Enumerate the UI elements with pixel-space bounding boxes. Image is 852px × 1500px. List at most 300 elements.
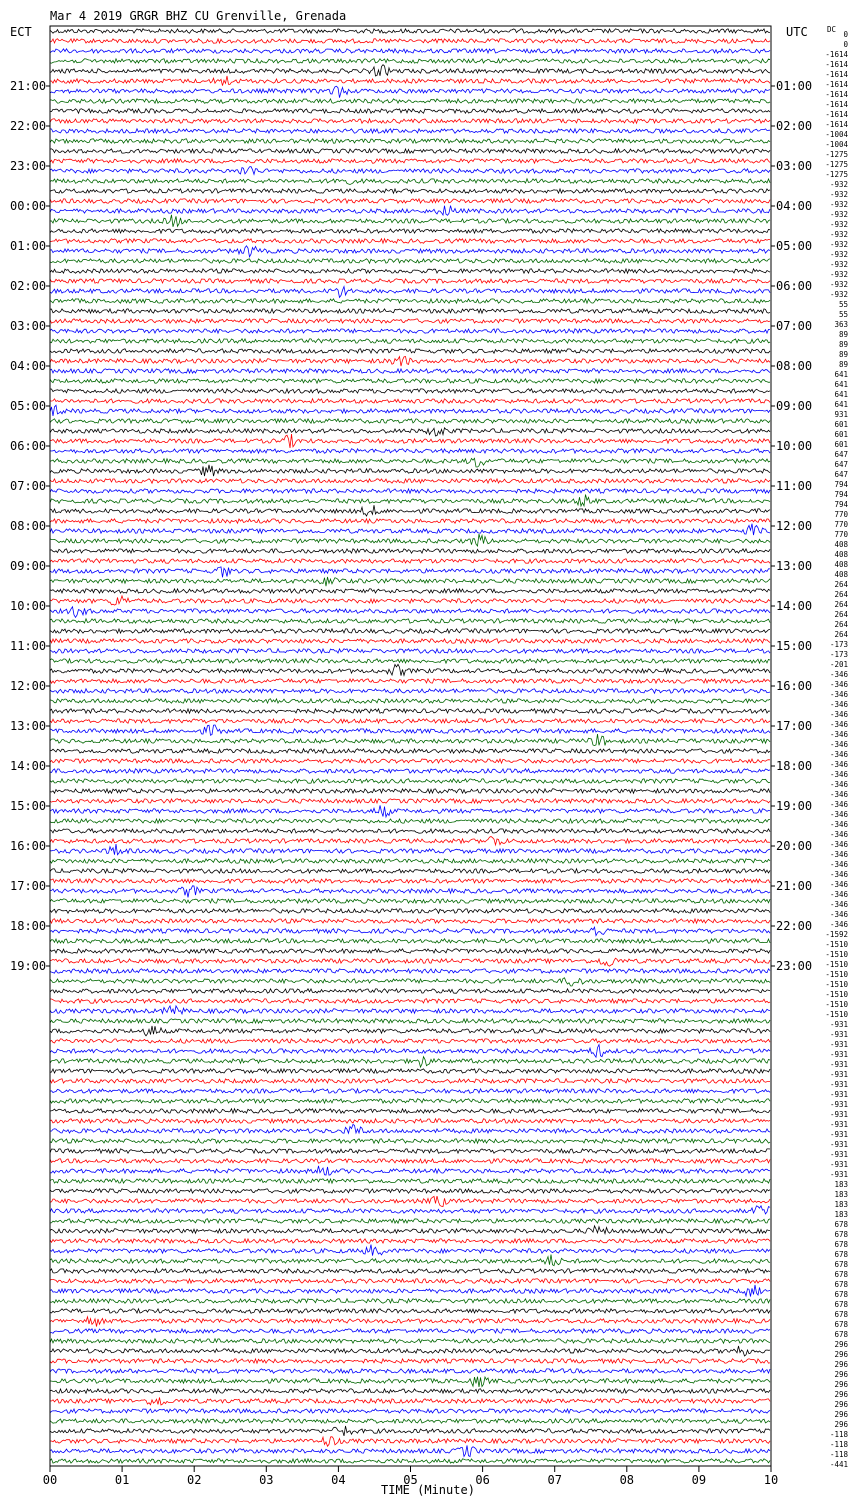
dc-offset-label: -1510: [825, 990, 848, 999]
dc-offset-label: -1275: [825, 160, 848, 169]
dc-offset-label: -1510: [825, 950, 848, 959]
seismic-trace: [50, 29, 770, 33]
seismic-trace: [50, 49, 770, 53]
x-tick-label: 10: [763, 1473, 779, 1487]
dc-offset-label: 183: [834, 1210, 848, 1219]
dc-offset-label: -1510: [825, 1010, 848, 1019]
seismic-trace: [50, 769, 770, 773]
seismic-trace: [50, 215, 770, 227]
seismic-trace: [50, 39, 770, 43]
dc-offset-label: 264: [834, 630, 848, 639]
seismic-trace: [50, 886, 770, 898]
dc-offset-label: -346: [829, 870, 848, 879]
left-hour-label: 18:00: [10, 919, 47, 933]
dc-offset-label: -1614: [825, 50, 848, 59]
seismic-trace: [50, 379, 770, 383]
right-hour-label: 23:00: [776, 959, 813, 973]
seismic-trace: [50, 1026, 770, 1036]
seismic-trace: [50, 1419, 770, 1423]
seismic-trace: [50, 1437, 770, 1447]
right-hour-label: 22:00: [776, 919, 813, 933]
seismic-trace: [50, 449, 770, 453]
seismic-trace: [50, 1099, 770, 1103]
seismic-trace: [50, 829, 770, 833]
dc-offset-label: -1614: [825, 100, 848, 109]
left-hour-label: 06:00: [10, 439, 47, 453]
seismic-trace: [50, 607, 770, 618]
seismic-trace: [50, 1245, 770, 1256]
right-hour-label: 08:00: [776, 359, 813, 373]
right-hour-label: 12:00: [776, 519, 813, 533]
right-hour-label: 19:00: [776, 799, 813, 813]
dc-offset-label: -346: [829, 680, 848, 689]
dc-offset-label: 931: [834, 410, 848, 419]
seismic-trace: [50, 859, 770, 863]
seismic-trace: [50, 1269, 770, 1273]
seismic-trace: [50, 1285, 770, 1297]
seismic-trace: [50, 799, 770, 803]
dc-offset-label: 264: [834, 600, 848, 609]
seismic-trace: [50, 1139, 770, 1143]
seismic-trace: [50, 719, 770, 723]
dc-offset-label: -346: [829, 920, 848, 929]
dc-offset-label: 794: [834, 490, 848, 499]
dc-offset-label: -346: [829, 750, 848, 759]
seismic-trace: [50, 1045, 770, 1058]
dc-offset-label: 264: [834, 620, 848, 629]
right-hour-label: 17:00: [776, 719, 813, 733]
left-hour-label: 07:00: [10, 479, 47, 493]
seismic-trace: [50, 919, 770, 923]
dc-offset-label: -932: [829, 260, 848, 269]
left-hour-label: 05:00: [10, 399, 47, 413]
seismic-trace: [50, 659, 770, 663]
dc-offset-label: -346: [829, 900, 848, 909]
dc-offset-label: -346: [829, 720, 848, 729]
dc-offset-label: -346: [829, 830, 848, 839]
x-tick-label: 05: [403, 1473, 418, 1487]
dc-offset-label: 55: [838, 300, 848, 309]
dc-offset-label: -346: [829, 730, 848, 739]
chart-title: Mar 4 2019 GRGR BHZ CU Grenville, Grenada: [50, 9, 347, 23]
seismic-trace: [50, 199, 770, 203]
dc-offset-label: -346: [829, 860, 848, 869]
dc-offset-label: 678: [834, 1250, 848, 1259]
seismic-trace: [50, 159, 770, 163]
seismic-trace: [50, 357, 770, 367]
seismic-trace: [50, 725, 770, 735]
seismic-trace: [50, 65, 770, 76]
seismic-trace: [50, 567, 770, 577]
dc-offset-label: 641: [834, 400, 848, 409]
x-tick-label: 01: [114, 1473, 130, 1487]
dc-offset-label: 183: [834, 1190, 848, 1199]
x-tick-label: 00: [42, 1473, 58, 1487]
dc-offset-label: 264: [834, 590, 848, 599]
dc-offset-label: 264: [834, 580, 848, 589]
dc-offset-label: 678: [834, 1260, 848, 1269]
seismic-trace: [50, 899, 770, 903]
dc-offset-label: 0: [843, 40, 848, 49]
right-hour-label: 15:00: [776, 639, 813, 653]
seismic-trace: [50, 479, 770, 483]
left-hour-label: 00:00: [10, 199, 47, 213]
seismic-trace: [50, 149, 770, 153]
seismic-trace: [50, 524, 770, 535]
dc-offset-label: -1614: [825, 110, 848, 119]
seismic-trace: [50, 639, 770, 643]
seismic-trace: [50, 1079, 770, 1083]
dc-offset-label: 678: [834, 1310, 848, 1319]
x-tick-label: 06: [475, 1473, 490, 1487]
seismic-trace: [50, 458, 770, 467]
dc-offset-label: 678: [834, 1300, 848, 1309]
right-hour-label: 14:00: [776, 599, 813, 613]
dc-offset-label: 678: [834, 1220, 848, 1229]
dc-offset-label: 408: [834, 540, 848, 549]
right-hour-label: 16:00: [776, 679, 813, 693]
seismic-trace: [50, 1019, 770, 1023]
dc-offset-label: 296: [834, 1360, 848, 1369]
seismic-trace: [50, 837, 770, 845]
seismic-trace: [50, 619, 770, 623]
dc-offset-label: -346: [829, 910, 848, 919]
dc-offset-label: -931: [829, 1090, 848, 1099]
seismic-trace: [50, 679, 770, 683]
dc-offset-label: 678: [834, 1270, 848, 1279]
dc-offset-label: 264: [834, 610, 848, 619]
right-hour-labels: [771, 79, 812, 973]
seismic-trace: [50, 206, 770, 216]
dc-offset-label: 647: [834, 460, 848, 469]
dc-offset-label: 183: [834, 1200, 848, 1209]
seismic-trace: [50, 1239, 770, 1243]
dc-offset-label: 0: [843, 30, 848, 39]
seismic-trace: [50, 789, 770, 793]
dc-offset-label: 89: [838, 360, 848, 369]
dc-offset-label: 678: [834, 1280, 848, 1289]
seismic-trace: [50, 1125, 770, 1134]
dc-offset-label: 641: [834, 370, 848, 379]
dc-offset-label: -931: [829, 1170, 848, 1179]
dc-offset-label: -1614: [825, 80, 848, 89]
dc-offset-label: 296: [834, 1400, 848, 1409]
seismic-trace: [50, 1109, 770, 1113]
right-hour-label: 06:00: [776, 279, 813, 293]
dc-offset-label: -932: [829, 280, 848, 289]
left-hour-label: 04:00: [10, 359, 47, 373]
dc-offset-label: 770: [834, 520, 848, 529]
seismic-trace: [50, 577, 770, 586]
seismic-trace: [50, 1409, 770, 1413]
dc-offset-label: -346: [829, 890, 848, 899]
dc-offset-label: -931: [829, 1110, 848, 1119]
seismic-trace: [50, 309, 770, 313]
dc-offset-label: -1510: [825, 940, 848, 949]
dc-offset-label: -932: [829, 250, 848, 259]
seismic-trace: [50, 664, 770, 675]
seismic-trace: [50, 1459, 770, 1463]
seismic-trace: [50, 1196, 770, 1206]
dc-offset-label: 601: [834, 430, 848, 439]
seismic-trace: [50, 1299, 770, 1303]
dc-offset-label: -1614: [825, 70, 848, 79]
seismic-trace: [50, 179, 770, 185]
right-hour-label: 02:00: [776, 119, 813, 133]
seismic-trace: [50, 819, 770, 823]
seismic-trace: [50, 999, 770, 1003]
dc-offset-label: 647: [834, 470, 848, 479]
dc-offset-label: -346: [829, 820, 848, 829]
seismic-trace: [50, 269, 770, 273]
seismic-trace: [50, 1329, 770, 1333]
dc-offset-label: -932: [829, 220, 848, 229]
right-hour-label: 05:00: [776, 239, 813, 253]
seismic-trace: [50, 505, 770, 516]
dc-offset-label: -931: [829, 1120, 848, 1129]
seismic-trace: [50, 909, 770, 913]
seismic-trace: [50, 1346, 770, 1356]
seismic-trace: [50, 434, 770, 448]
seismic-trace: [50, 1179, 770, 1183]
right-hour-label: 20:00: [776, 839, 813, 853]
dc-offset-label: 296: [834, 1410, 848, 1419]
dc-offset-label: -346: [829, 700, 848, 709]
seismic-trace: [50, 927, 770, 935]
left-hour-label: 21:00: [10, 79, 47, 93]
seismic-trace: [50, 589, 770, 593]
dc-offset-label: -118: [829, 1440, 848, 1449]
seismic-trace: [50, 489, 770, 493]
dc-offset-label: -931: [829, 1070, 848, 1079]
seismic-trace: [50, 549, 770, 553]
dc-offset-label: 296: [834, 1420, 848, 1429]
seismic-trace: [50, 1089, 770, 1093]
seismic-trace: [50, 699, 770, 703]
seismic-trace: [50, 76, 770, 86]
seismic-trace: [50, 246, 770, 257]
seismic-trace: [50, 59, 770, 63]
seismic-trace: [50, 649, 770, 653]
x-tick-label: 09: [691, 1473, 707, 1487]
right-hour-label: 11:00: [776, 479, 813, 493]
seismic-trace: [50, 189, 770, 193]
seismic-trace: [50, 399, 770, 403]
dc-offset-label: -932: [829, 230, 848, 239]
dc-offset-label: 296: [834, 1350, 848, 1359]
right-hour-label: 07:00: [776, 319, 813, 333]
dc-offset-label: 55: [838, 310, 848, 319]
dc-offset-label: 794: [834, 500, 848, 509]
seismic-trace: [50, 709, 770, 713]
dc-offset-label: -932: [829, 200, 848, 209]
seismic-trace: [50, 119, 770, 123]
dc-offset-label: -1510: [825, 980, 848, 989]
right-hour-label: 03:00: [776, 159, 813, 173]
dc-offset-label: -932: [829, 240, 848, 249]
right-hour-label: 13:00: [776, 559, 813, 573]
seismic-trace: [50, 109, 770, 113]
seismic-trace: [50, 939, 770, 943]
seismic-trace: [50, 1039, 770, 1043]
seismic-trace: [50, 805, 770, 817]
right-hour-label: 10:00: [776, 439, 813, 453]
dc-offset-label: 183: [834, 1180, 848, 1189]
dc-offset-labels: [825, 30, 848, 1469]
seismic-trace: [50, 1369, 770, 1373]
seismic-trace: [50, 1389, 770, 1393]
seismic-trace: [50, 879, 770, 883]
dc-offset-label: -931: [829, 1080, 848, 1089]
seismic-trace: [50, 1359, 770, 1363]
seismic-trace: [50, 1206, 770, 1214]
dc-offset-label: 678: [834, 1330, 848, 1339]
left-hour-labels: [10, 79, 50, 973]
dc-offset-label: 408: [834, 550, 848, 559]
dc-offset-label: -346: [829, 850, 848, 859]
dc-offset-label: 601: [834, 440, 848, 449]
seismic-trace: [50, 99, 770, 103]
dc-offset-label: -118: [829, 1450, 848, 1459]
dc-offset-label: 296: [834, 1390, 848, 1399]
dc-offset-label: 296: [834, 1370, 848, 1379]
seismic-trace: [50, 259, 770, 263]
dc-offset-label: -173: [829, 640, 848, 649]
left-hour-label: 22:00: [10, 119, 47, 133]
seismic-trace: [50, 559, 770, 563]
left-hour-label: 09:00: [10, 559, 47, 573]
dc-offset-label: -931: [829, 1040, 848, 1049]
seismic-trace: [50, 339, 770, 343]
seismic-trace: [50, 405, 770, 416]
dc-offset-label: 678: [834, 1240, 848, 1249]
seismic-trace: [50, 759, 770, 763]
seismic-trace: [50, 1006, 770, 1014]
seismic-trace: [50, 844, 770, 855]
dc-offset-label: -932: [829, 190, 848, 199]
dc-offset-label: -346: [829, 670, 848, 679]
dc-offset-label: -931: [829, 1150, 848, 1159]
seismic-trace: [50, 389, 770, 393]
dc-offset-label: 678: [834, 1290, 848, 1299]
dc-offset-label: -346: [829, 690, 848, 699]
seismic-trace: [50, 534, 770, 546]
dc-offset-label: -931: [829, 1060, 848, 1069]
left-hour-label: 03:00: [10, 319, 47, 333]
seismic-trace: [50, 1255, 770, 1266]
dc-offset-label: -932: [829, 270, 848, 279]
dc-offset-label: -931: [829, 1140, 848, 1149]
seismic-trace: [50, 428, 770, 436]
dc-offset-label: 770: [834, 510, 848, 519]
right-hour-label: 21:00: [776, 879, 813, 893]
dc-offset-label: -932: [829, 290, 848, 299]
dc-offset-label: -931: [829, 1100, 848, 1109]
left-hour-label: 19:00: [10, 959, 47, 973]
seismic-trace: [50, 329, 770, 333]
dc-offset-label: -1275: [825, 170, 848, 179]
seismic-trace: [50, 1426, 770, 1436]
seismic-trace: [50, 1159, 770, 1163]
dc-offset-label: 296: [834, 1380, 848, 1389]
seismic-trace: [50, 1317, 770, 1327]
seismic-trace: [50, 1377, 770, 1387]
dc-offset-label: 601: [834, 420, 848, 429]
dc-offset-label: 678: [834, 1320, 848, 1329]
x-tick-label: 07: [547, 1473, 562, 1487]
seismic-trace: [50, 319, 770, 323]
dc-offset-label: 408: [834, 560, 848, 569]
dc-offset-label: -931: [829, 1050, 848, 1059]
dc-offset-label: 89: [838, 330, 848, 339]
dc-offset-label: -931: [829, 1020, 848, 1029]
dc-offset-label: -1510: [825, 960, 848, 969]
dc-offset-label: 770: [834, 530, 848, 539]
seismic-trace: [50, 419, 770, 423]
seismic-trace: [50, 949, 770, 953]
dc-offset-label: -931: [829, 1130, 848, 1139]
right-hour-label: 04:00: [776, 199, 813, 213]
dc-offset-label: -1004: [825, 140, 848, 149]
seismic-trace: [50, 869, 770, 873]
left-hour-label: 15:00: [10, 799, 47, 813]
seismic-trace: [50, 1279, 770, 1283]
dc-offset-label: -173: [829, 650, 848, 659]
seismic-trace: [50, 1069, 770, 1073]
dc-offset-label: -1004: [825, 130, 848, 139]
right-hour-label: 18:00: [776, 759, 813, 773]
seismic-trace: [50, 958, 770, 966]
seismic-traces: [50, 29, 770, 1463]
x-axis-label: TIME (Minute): [381, 1483, 475, 1497]
left-hour-label: 01:00: [10, 239, 47, 253]
left-hour-label: 08:00: [10, 519, 47, 533]
dc-offset-label: -346: [829, 800, 848, 809]
seismic-trace: [50, 1309, 770, 1313]
seismic-trace: [50, 629, 770, 633]
dc-offset-label: 89: [838, 340, 848, 349]
left-hour-label: 14:00: [10, 759, 47, 773]
seismic-trace: [50, 349, 770, 353]
seismic-trace: [50, 1166, 770, 1175]
seismic-trace: [50, 287, 770, 298]
seismic-trace: [50, 749, 770, 753]
left-hour-label: 11:00: [10, 639, 47, 653]
seismic-trace: [50, 1226, 770, 1234]
left-hour-label: 12:00: [10, 679, 47, 693]
seismic-trace: [50, 495, 770, 507]
dc-offset-label: -1614: [825, 60, 848, 69]
dc-offset-label: -346: [829, 740, 848, 749]
seismic-trace: [50, 1119, 770, 1123]
left-hour-label: 23:00: [10, 159, 47, 173]
dc-offset-label: -346: [829, 770, 848, 779]
seismic-trace: [50, 86, 770, 98]
dc-offset-label: -931: [829, 1160, 848, 1169]
dc-offset-label: -118: [829, 1430, 848, 1439]
dc-offset-label: -932: [829, 180, 848, 189]
dc-offset-label: -346: [829, 760, 848, 769]
dc-label: DC: [827, 25, 837, 34]
seismic-trace: [50, 229, 770, 233]
dc-offset-label: -932: [829, 210, 848, 219]
seismic-trace: [50, 1149, 770, 1153]
seismic-trace: [50, 1189, 770, 1193]
seismic-trace: [50, 978, 770, 986]
seismic-trace: [50, 167, 770, 175]
seismic-trace: [50, 734, 770, 746]
dc-offset-label: 647: [834, 450, 848, 459]
